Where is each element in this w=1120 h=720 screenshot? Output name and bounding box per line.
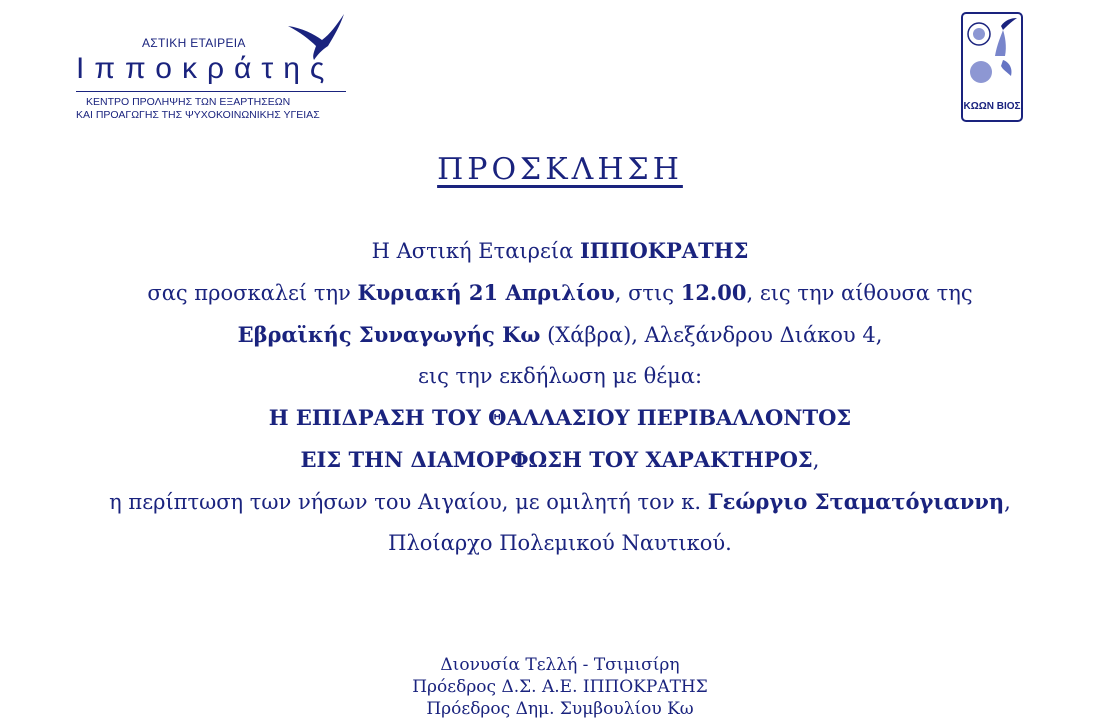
event-topic-part1: Η ΕΠΙΔΡΑΣΗ ΤΟΥ ΘΑΛΛΑΣΙΟΥ ΠΕΡΙΒΑΛΛΟΝΤΟΣ: [268, 405, 852, 430]
hippocrates-logo: [72, 12, 362, 122]
event-date: Κυριακή 21 Απριλίου: [357, 280, 615, 305]
event-venue: Εβραϊκής Συναγωγής Κω: [237, 322, 541, 347]
event-topic-part2: ΕΙΣ ΤΗΝ ΔΙΑΜΟΡΦΩΣΗ ΤΟΥ ΧΑΡΑΚΤΗΡΟΣ: [300, 447, 813, 472]
body-line-2: [0, 272, 1120, 314]
body-line-1: [0, 230, 1120, 272]
speaker-name: Γεώργιο Σταματόγιαννη: [707, 489, 1005, 514]
logo-divider: [76, 91, 346, 92]
invitation-title: ΠΡΟΣΚΛΗΣΗ: [437, 152, 683, 187]
body-text: , στις: [614, 281, 681, 305]
logo-brand-name: Ιπποκράτης: [76, 52, 335, 85]
body-text: ,: [812, 448, 820, 472]
body-line-8: Πλοίαρχο Πολεμικού Ναυτικού.: [388, 531, 732, 555]
signatory-role-1: Πρόεδρος Δ.Σ. Α.Ε. ΙΠΠΟΚΡΑΤΗΣ: [412, 677, 708, 697]
signatory-name: Διονυσία Τελλή - Τσιμισίρη: [440, 655, 680, 675]
body-text: ,: [1004, 490, 1011, 514]
body-line-7: [0, 481, 1120, 523]
signatory-role-2: Πρόεδρος Δημ. Συμβουλίου Κω: [426, 699, 694, 719]
logo-subtitle-line2: ΚΑΙ ΠΡΟΑΓΩΓΗΣ ΤΗΣ ΨΥΧΟΚΟΙΝΩΝΙΚΗΣ ΥΓΕΙΑΣ: [76, 109, 320, 121]
signature-block: [0, 654, 1120, 720]
body-text: η περίπτωση των νήσων του Αιγαίου, με ομιλητή τον κ.: [109, 490, 708, 514]
event-time: 12.00: [680, 280, 747, 305]
body-text: σας προσκαλεί την: [147, 281, 358, 305]
body-text: , εις την αίθουσα της: [746, 281, 973, 305]
body-line-3: [0, 314, 1120, 356]
koon-bios-label: ΚΩΩΝ ΒΙΟΣ: [963, 101, 1021, 112]
koon-bios-logo: [961, 12, 1023, 122]
koon-bios-emblem-icon: [965, 16, 1019, 92]
body-line-4: εις την εκδήλωση με θέμα:: [417, 364, 703, 388]
venue-address: (Χάβρα), Αλεξάνδρου Διάκου 4,: [540, 323, 883, 347]
body-text: Η Αστική Εταιρεία: [371, 239, 580, 263]
body-line-5: [0, 397, 1120, 439]
organization-name: ΙΠΠΟΚΡΑΤΗΣ: [579, 238, 749, 263]
invitation-body: [0, 230, 1120, 564]
body-line-6: [0, 439, 1120, 481]
logo-top-text: ΑΣΤΙΚΗ ΕΤΑΙΡΕΙΑ: [142, 36, 246, 50]
logo-subtitle-line1: ΚΕΝΤΡΟ ΠΡΟΛΗΨΗΣ ΤΩΝ ΕΞΑΡΤΗΣΕΩΝ: [86, 96, 291, 108]
